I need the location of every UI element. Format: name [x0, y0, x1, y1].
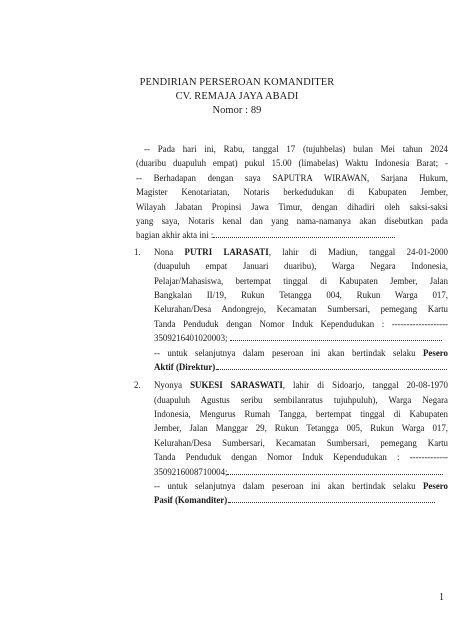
party-line-last	[154, 465, 448, 479]
party-line: Jember, Jalan Manggar 29, Rukun Tetangga 005, Rukun Warga 017,	[154, 423, 448, 434]
nik-number: 3509216008710004;	[154, 466, 228, 477]
party-line: Kelurahan/Desa Andongrejo, Kecamatan Sumbersari, pemegang Kartu	[154, 304, 448, 315]
party-number: 2.	[134, 380, 141, 391]
intro-line: Wilayah Jabatan Propinsi Jawa Timur, dengan dihadiri oleh saksi-saksi	[136, 201, 448, 212]
role-title: Pesero	[423, 347, 448, 358]
dotted-filler	[227, 494, 435, 506]
party-name: SUKESI SARASWATI	[190, 380, 283, 391]
dotted-filler	[217, 361, 448, 370]
party-line: (duapuluh empat Januari duaribu), Warga Negara Indonesia,	[154, 261, 448, 272]
nik-number: 3509216401020003;	[154, 333, 230, 344]
party-number: 1.	[134, 246, 141, 257]
intro-line: -- Pada hari ini, Rabu, tanggal 17 (tujuhbelas) bulan Mei tahun 2024	[144, 144, 448, 154]
party-paragraph	[154, 245, 448, 375]
deed-header	[0, 76, 474, 118]
intro-line: yang saya, Notaris kenal dan yang nama-namanya akan disebutkan pada	[136, 215, 448, 226]
intro-paragraph	[136, 142, 448, 243]
party-line-last	[154, 331, 448, 345]
intro-line: Magister Kenotariatan, Notaris berkedudukan di Kabupaten Jember,	[136, 187, 448, 198]
role-title: Pasif (Komanditer)	[154, 495, 228, 506]
role-text: .	[215, 361, 218, 372]
party-line: Kelurahan/Desa Sumbersari, Kecamatan Sumbersari, pemegang Kartu	[154, 437, 448, 448]
deed-title: PENDIRIAN PERSEROAN KOMANDITER	[139, 77, 335, 88]
dotted-filler	[213, 229, 395, 238]
party-line: Tanda Penduduk dengan Nomor Induk Kependudukan : -------------------	[154, 318, 448, 329]
party-name: PUTRI LARASATI	[184, 246, 269, 257]
party-line: Tanda Penduduk dengan Nomor Induk Kependudukan : -------------	[154, 452, 448, 463]
party-line	[154, 245, 448, 259]
party-line: (duapuluh Agustus seribu sembilanratus tujuhpuluh), Warga Negara	[154, 394, 448, 405]
role-text: .	[227, 495, 230, 506]
line-text: , lahir di Madiun, tanggal 24-01-2000	[268, 246, 448, 257]
line-text: Nona	[154, 246, 185, 257]
line-text: , lahir di Sidoarjo, tanggal 20-08-1970	[282, 380, 448, 391]
party-line: Indonesia, Mengurus Rumah Tangga, bertempat tinggal di Kabupaten	[154, 409, 448, 420]
party-line: Pelajar/Mahasiswa, bertempat tinggal di Kabupaten Jember, Jalan	[154, 275, 448, 286]
intro-line: -- Berhadapan dengan saya SAPUTRA WIRAWAN, Sarjana Hukum,	[136, 172, 448, 183]
role-line-last	[154, 493, 448, 507]
party-item	[136, 378, 448, 508]
dotted-filler	[227, 466, 443, 475]
line-text: Nyonya	[154, 380, 191, 391]
deed-number: Nomor : 89	[212, 105, 262, 116]
role-title: Aktif (Direktur)	[154, 361, 216, 372]
intro-last-text: bagian akhir akta ini :	[136, 230, 214, 241]
role-text: -- untuk selanjutnya dalam peseroan ini akan bertindak selaku	[154, 481, 424, 492]
deed-body	[136, 142, 448, 512]
page-number: 1	[439, 592, 444, 603]
role-text: -- untuk selanjutnya dalam peseroan ini akan bertindak selaku	[154, 347, 424, 358]
company-name: CV. REMAJA JAYA ABADI	[175, 91, 299, 102]
role-title: Pesero	[423, 481, 448, 492]
intro-line-last	[136, 228, 448, 242]
party-line	[154, 378, 448, 392]
dotted-filler	[230, 332, 442, 341]
role-line-last	[154, 360, 448, 374]
role-line	[154, 479, 448, 493]
intro-line: (duaribu duapuluh empat) pukul 15.00 (limabelas) Waktu Indonesia Barat; -	[136, 158, 448, 169]
parties-list	[136, 245, 448, 508]
role-line	[154, 346, 448, 360]
party-item	[136, 245, 448, 375]
party-line: Bangkalan II/19, Rukun Tetangga 004, Rukun Warga 017,	[154, 289, 448, 300]
party-paragraph	[154, 378, 448, 508]
